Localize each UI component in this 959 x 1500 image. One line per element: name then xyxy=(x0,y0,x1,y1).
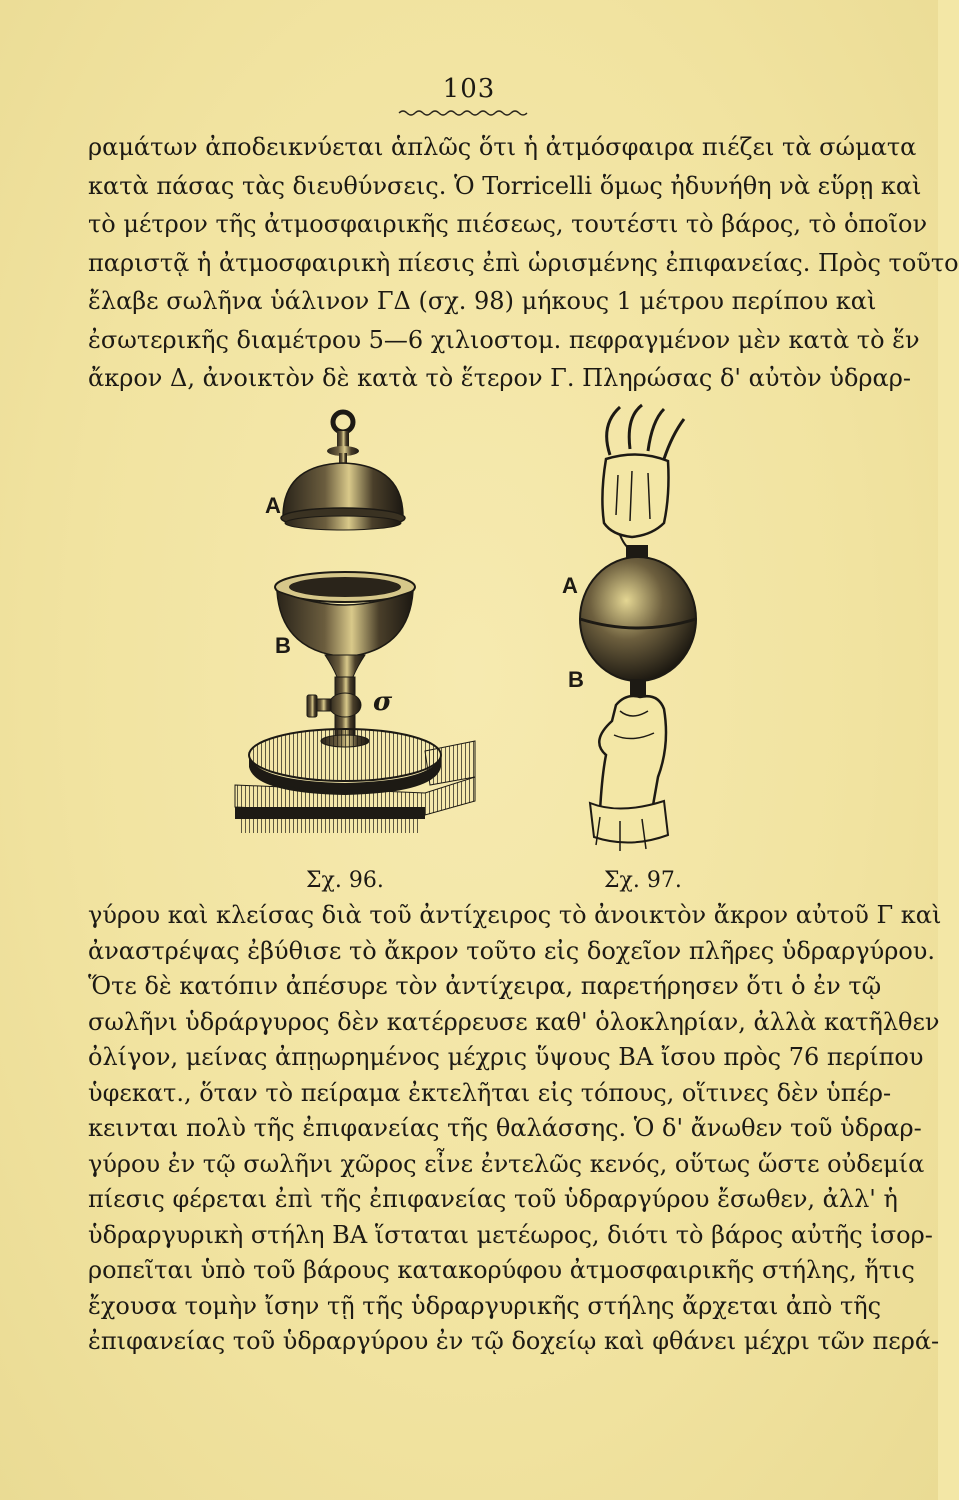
text-line: ἐπιφανείας τοῦ ὑδραργύρου ἐν τῷ δοχείῳ καὶ φθάνει μέχρι τῶν περά- xyxy=(88,1327,940,1355)
text-line: πίεσις φέρεται ἐπὶ τῆς ἐπιφανείας τοῦ ὑδραργύρου ἔσωθεν, ἀλλ' ἡ xyxy=(88,1185,898,1213)
text-line: κατὰ πάσας τὰς διευθύνσεις. Ὁ Torricelli ὅμως ἠδυνήθη νὰ εὕρῃ καὶ xyxy=(88,171,922,200)
text-line: ὀλίγον, μείνας ἀπῃωρημένος μέχρις ὕψους ΒΑ ἴσου πρὸς 76 περίπου xyxy=(88,1043,924,1071)
text-line: τὸ μέτρον τῆς ἀτμοσφαιρικῆς πιέσεως, τουτέστι τὸ βάρος, τὸ ὁποῖον xyxy=(88,210,928,238)
figure-97-caption: Σχ. 97. xyxy=(604,868,682,893)
hemispheres-illustration xyxy=(225,405,485,860)
text-line: γύρου ἐν τῷ σωλῆνι χῶρος εἶνε ἐντελῶς κενός, οὕτως ὥστε οὐδεμία xyxy=(88,1149,925,1178)
page-number: 103 xyxy=(442,74,496,104)
text-line: σωλῆνι ὑδράργυρος δὲν κατέρρευσε καθ' ὁλοκληρίαν, ἀλλὰ κατῆλθεν xyxy=(88,1007,940,1036)
text-line: γύρου καὶ κλείσας διὰ τοῦ ἀντίχειρος τὸ ἀνοικτὸν ἄκρον αὐτοῦ Γ καὶ xyxy=(88,901,942,929)
wavy-rule-ornament xyxy=(399,108,529,118)
text-line: ἐσωτερικῆς διαμέτρου 5—6 χιλιοστομ. πεφραγμένον μὲν κατὰ τὸ ἕν xyxy=(88,325,920,354)
text-line: κεινται πολὺ τῆς ἐπιφανείας τῆς θαλάσσης. Ὁ δ' ἄνωθεν τοῦ ὑδραρ- xyxy=(88,1114,922,1142)
text-line: ὑδραργυρικὴ στήλη ΒΑ ἵσταται μετέωρος, διότι τὸ βάρος αὐτῆς ἰσορ- xyxy=(88,1220,933,1249)
text-line: ροπεῖται ὑπὸ τοῦ βάρους κατακορύφου ἀτμοσφαιρικῆς στήλης, ἥτις xyxy=(88,1256,915,1284)
text-line: ἔλαβε σωλῆνα ὑάλινον ΓΔ (σχ. 98) μήκους 1 μέτρου περίπου καὶ xyxy=(88,287,877,315)
hands-hemispheres-illustration xyxy=(560,405,710,860)
figure-97-hands-with-hemispheres xyxy=(560,405,710,860)
figure-96-caption: Σχ. 96. xyxy=(306,868,384,893)
text-line: ἀναστρέψας ἐβύθισε τὸ ἄκρον τοῦτο εἰς δοχεῖον πλῆρες ὑδραργύρου. xyxy=(88,936,935,965)
text-line: ραμάτων ἀποδεικνύεται ἁπλῶς ὅτι ἡ ἀτμόσφαιρα πιέζει τὰ σώματα xyxy=(88,133,917,161)
label-a: A xyxy=(562,573,578,598)
text-line: παριστᾷ ἡ ἀτμοσφαιρικὴ πίεσις ἐπὶ ὡρισμένης ἐπιφανείας. Πρὸς τοῦτο xyxy=(88,248,959,277)
text-line: ἄκρον Δ, ἀνοικτὸν δὲ κατὰ τὸ ἕτερον Γ. Πληρώσας δ' αὐτὸν ὑδραρ- xyxy=(88,364,911,392)
paragraph-bottom xyxy=(88,898,942,1360)
label-a: A xyxy=(265,493,281,518)
text-line: ἔχουσα τομὴν ἴσην τῇ τῆς ὑδραργυρικῆς στήλης ἄρχεται ἀπὸ τῆς xyxy=(88,1291,882,1320)
label-b: B xyxy=(275,633,291,658)
paragraph-top xyxy=(88,128,959,398)
label-b: B xyxy=(568,667,584,692)
text-line: ὑφεκατ., ὅταν τὸ πείραμα ἐκτελῆται εἰς τόπους, οἵτινες δὲν ὑπέρ- xyxy=(88,1078,892,1107)
text-line: Ὅτε δὲ κατόπιν ἀπέσυρε τὸν ἀντίχειρα, παρετήρησεν ὅτι ὁ ἐν τῷ xyxy=(88,972,882,1000)
label-sigma: σ xyxy=(373,687,393,717)
figure-96-hemispheres-apparatus xyxy=(225,405,485,860)
